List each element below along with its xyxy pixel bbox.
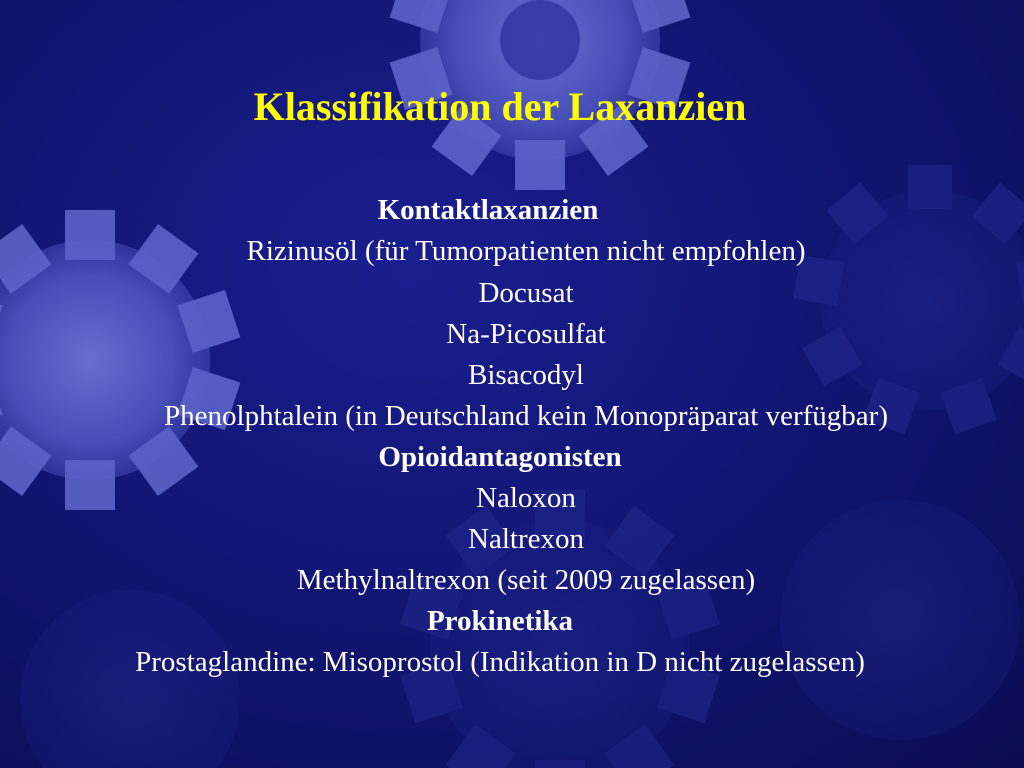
list-item: Rizinusöl (für Tumorpatienten nicht empfohlen) [246, 235, 806, 267]
list-item: Bisacodyl [468, 359, 584, 391]
list-item: Phenolphtalein (in Deutschland kein Monopräparat verfügbar) [164, 400, 888, 432]
section-heading-kontaktlaxanzien: Kontaktlaxanzien [377, 194, 599, 226]
list-item: Prostaglandine: Misoprostol (Indikation in D nicht zugelassen) [135, 646, 865, 678]
list-item: Methylnaltrexon (seit 2009 zugelassen) [296, 564, 756, 596]
slide-title: Klassifikation der Laxanzien [253, 84, 747, 129]
section-heading-prokinetika: Prokinetika [426, 605, 574, 637]
section-heading-opioidantagonisten: Opioidantagonisten [378, 441, 622, 473]
list-item: Naloxon [476, 482, 576, 514]
list-item: Na-Picosulfat [446, 318, 606, 350]
list-item: Docusat [478, 277, 574, 309]
list-item: Naltrexon [468, 523, 584, 555]
